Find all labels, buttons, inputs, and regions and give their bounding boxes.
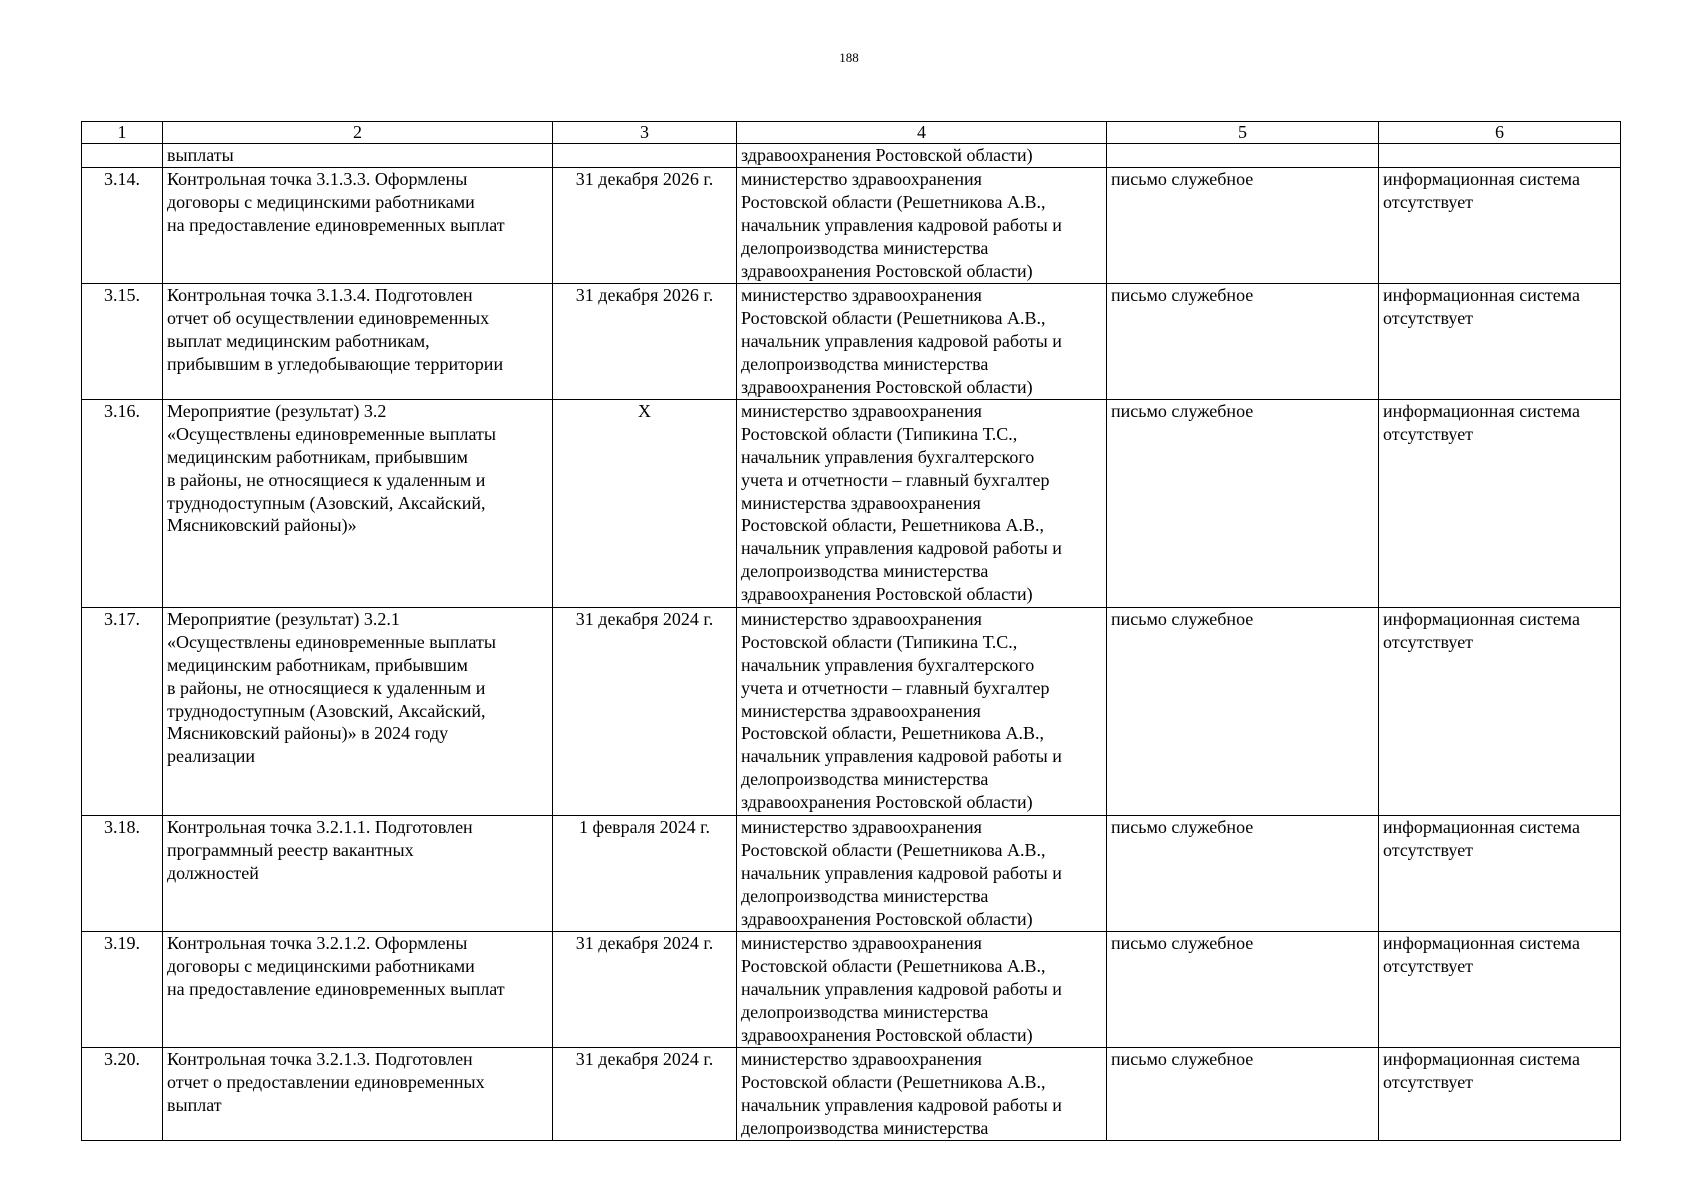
row-responsible: министерство здравоохранения Ростовской области (Решетникова А.В., начальник управления кадровой работы и делопроизводства министерства здравоохранения Ростовской области)	[737, 815, 1107, 931]
cell-system	[1379, 144, 1621, 168]
row-date: 31 декабря 2024 г.	[553, 931, 737, 1047]
row-responsible: министерство здравоохранения Ростовской области (Типикина Т.С., начальник управления бухгалтерского учета и отчетности – главный бухгалтер министерства здравоохранения Ростовской области, Решетникова А.В., начальник управления кадровой работы и делопроизводства министерства здравоохранения Ростовской области)	[737, 607, 1107, 815]
row-document: письмо служебное	[1107, 1047, 1379, 1140]
page-number: 188	[839, 50, 859, 65]
row-number: 3.20.	[82, 1047, 163, 1140]
row-date: 1 февраля 2024 г.	[553, 815, 737, 931]
row-name: Контрольная точка 3.2.1.3. Подготовлен отчет о предоставлении единовременных выплат	[163, 1047, 553, 1140]
cell-date	[553, 144, 737, 168]
column-number: 5	[1107, 122, 1379, 144]
control-points-table	[81, 121, 1621, 1141]
row-system: информационная система отсутствует	[1379, 283, 1621, 399]
row-date: 31 декабря 2024 г.	[553, 1047, 737, 1140]
row-responsible: министерство здравоохранения Ростовской области (Решетникова А.В., начальник управления кадровой работы и делопроизводства министерства здравоохранения Ростовской области)	[737, 931, 1107, 1047]
row-number: 3.18.	[82, 815, 163, 931]
table-row	[82, 399, 1621, 607]
column-number: 3	[553, 122, 737, 144]
row-date: Х	[553, 399, 737, 607]
row-name: Мероприятие (результат) 3.2 «Осуществлены единовременные выплаты медицинским работникам, прибывшим в районы, не относящиеся к удаленным и труднодоступным (Азовский, Аксайский, Мясниковский районы)»	[163, 399, 553, 607]
continuation-row	[82, 144, 1621, 168]
row-name: Контрольная точка 3.2.1.2. Оформлены договоры с медицинскими работниками на предоставление единовременных выплат	[163, 931, 553, 1047]
row-responsible: министерство здравоохранения Ростовской области (Решетникова А.В., начальник управления кадровой работы и делопроизводства министерства здравоохранения Ростовской области)	[737, 283, 1107, 399]
row-number: 3.14.	[82, 167, 163, 283]
cell-name: выплаты	[163, 144, 553, 168]
cell-num	[82, 144, 163, 168]
row-system: информационная система отсутствует	[1379, 1047, 1621, 1140]
row-number: 3.15.	[82, 283, 163, 399]
column-number-row	[82, 122, 1621, 144]
row-date: 31 декабря 2024 г.	[553, 607, 737, 815]
table-row	[82, 167, 1621, 283]
column-number: 2	[163, 122, 553, 144]
row-name: Мероприятие (результат) 3.2.1 «Осуществлены единовременные выплаты медицинским работникам, прибывшим в районы, не относящиеся к удаленным и труднодоступным (Азовский, Аксайский, Мясниковский районы)» в 2024 году реализации	[163, 607, 553, 815]
row-system: информационная система отсутствует	[1379, 167, 1621, 283]
column-number: 4	[737, 122, 1107, 144]
row-date: 31 декабря 2026 г.	[553, 283, 737, 399]
table-row	[82, 607, 1621, 815]
table-row	[82, 931, 1621, 1047]
row-number: 3.17.	[82, 607, 163, 815]
column-number: 1	[82, 122, 163, 144]
row-document: письмо служебное	[1107, 167, 1379, 283]
column-number: 6	[1379, 122, 1621, 144]
row-document: письмо служебное	[1107, 283, 1379, 399]
row-name: Контрольная точка 3.1.3.3. Оформлены договоры с медицинскими работниками на предоставление единовременных выплат	[163, 167, 553, 283]
cell-responsible: здравоохранения Ростовской области)	[737, 144, 1107, 168]
row-date: 31 декабря 2026 г.	[553, 167, 737, 283]
row-name: Контрольная точка 3.2.1.1. Подготовлен программный реестр вакантных должностей	[163, 815, 553, 931]
row-number: 3.19.	[82, 931, 163, 1047]
row-document: письмо служебное	[1107, 607, 1379, 815]
cell-document	[1107, 144, 1379, 168]
row-responsible: министерство здравоохранения Ростовской области (Решетникова А.В., начальник управления кадровой работы и делопроизводства министерства здравоохранения Ростовской области)	[737, 167, 1107, 283]
table-row	[82, 283, 1621, 399]
row-system: информационная система отсутствует	[1379, 399, 1621, 607]
row-number: 3.16.	[82, 399, 163, 607]
row-document: письмо служебное	[1107, 815, 1379, 931]
row-system: информационная система отсутствует	[1379, 931, 1621, 1047]
row-system: информационная система отсутствует	[1379, 607, 1621, 815]
row-responsible: министерство здравоохранения Ростовской области (Решетникова А.В., начальник управления кадровой работы и делопроизводства министерства	[737, 1047, 1107, 1140]
row-system: информационная система отсутствует	[1379, 815, 1621, 931]
row-document: письмо служебное	[1107, 399, 1379, 607]
table-row	[82, 815, 1621, 931]
row-responsible: министерство здравоохранения Ростовской области (Типикина Т.С., начальник управления бухгалтерского учета и отчетности – главный бухгалтер министерства здравоохранения Ростовской области, Решетникова А.В., начальник управления кадровой работы и делопроизводства министерства здравоохранения Ростовской области)	[737, 399, 1107, 607]
table-row	[82, 1047, 1621, 1140]
row-document: письмо служебное	[1107, 931, 1379, 1047]
row-name: Контрольная точка 3.1.3.4. Подготовлен отчет об осуществлении единовременных выплат медицинским работникам, прибывшим в угледобывающие территории	[163, 283, 553, 399]
